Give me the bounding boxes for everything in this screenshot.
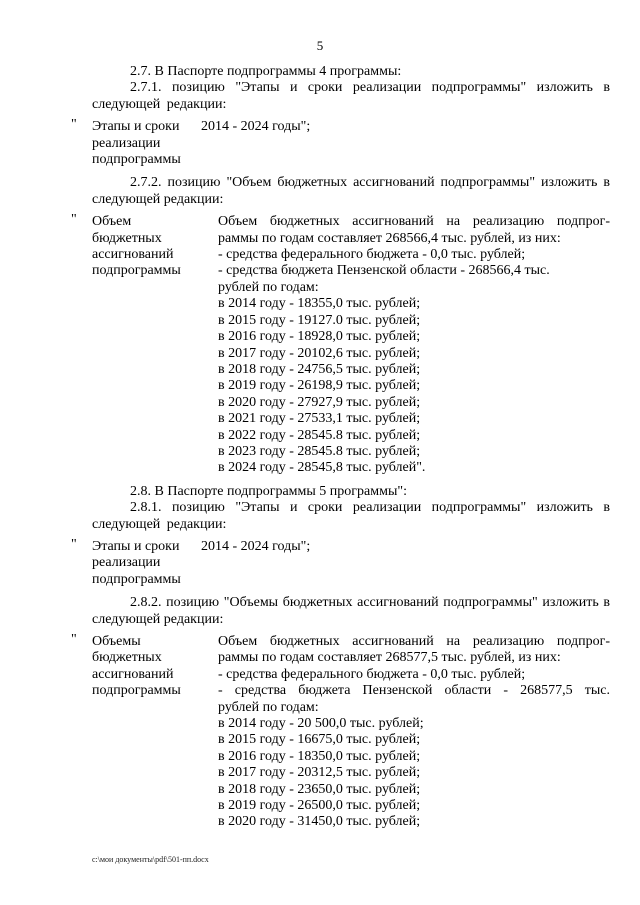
item-2-7-2: 2.7.2. позицию "Объем бюджетных ассигнований подпрограммы" изложить в следующей редакции: <box>92 175 610 207</box>
label-line: подпрограммы <box>92 263 181 279</box>
value-line: 2014 - 2024 годы"; <box>201 119 311 135</box>
item-2-8-2: 2.8.2. позицию "Объемы бюджетных ассигнований подпрограммы" изложить в следующей редакции: <box>92 595 610 627</box>
value-line: раммы по годам составляет 268577,5 тыс. рублей, из них: <box>218 650 561 666</box>
opening-quote: " <box>71 212 77 228</box>
row-label <box>92 214 218 477</box>
label-line: бюджетных <box>92 230 162 246</box>
row-value <box>201 119 610 168</box>
label-line: ассигнований <box>92 666 174 682</box>
value-line: - средства федерального бюджета - 0,0 тыс. рублей; <box>218 666 526 682</box>
year-amount-line: в 2019 году - 26198,9 тыс. рублей; <box>218 378 421 394</box>
page-number: 5 <box>316 38 324 53</box>
label-line: подпрограммы <box>92 683 181 699</box>
year-amount-line: в 2021 году - 27533,1 тыс. рублей; <box>218 411 421 427</box>
value-line: раммы по годам составляет 268566,4 тыс. рублей, из них: <box>218 230 561 246</box>
year-amount-line: в 2015 году - 19127.0 тыс. рублей; <box>218 312 421 328</box>
value-line: Объем бюджетных ассигнований на реализацию подпрог- <box>218 634 610 649</box>
year-amount-line: в 2016 году - 18350,0 тыс. рублей; <box>218 748 421 764</box>
value-line: - средства бюджета Пензенской области - 268577,5 тыс. <box>218 683 610 699</box>
value-line: - средства бюджета Пензенской области - 268566,4 тыс. <box>218 263 550 279</box>
year-amount-line: в 2015 году - 16675,0 тыс. рублей; <box>218 732 421 748</box>
opening-quote: " <box>71 117 77 133</box>
row-value <box>201 539 610 588</box>
value-line: рублей по годам: <box>218 279 319 295</box>
row-label <box>92 119 201 168</box>
year-amount-line: в 2023 году - 28545.8 тыс. рублей; <box>218 443 421 459</box>
opening-quote: " <box>71 632 77 647</box>
section-2-7-heading: 2.7. В Паспорте подпрограммы 4 программы: <box>130 64 402 79</box>
label-line: подпрограммы <box>92 571 181 587</box>
year-amount-line: в 2016 году - 18928,0 тыс. рублей; <box>218 329 421 345</box>
value-line: рублей по годам: <box>218 699 319 715</box>
value-line: - средства федерального бюджета - 0,0 тыс. рублей; <box>218 247 526 263</box>
opening-quote: " <box>71 536 77 552</box>
passport-row-stages-5 <box>71 536 610 588</box>
item-2-8-1: 2.8.1. позицию "Этапы и сроки реализации подпрограммы" изложить в следующей редакции: <box>92 500 610 532</box>
label-line: подпрограммы <box>92 152 181 168</box>
label-line: ассигнований <box>92 247 174 263</box>
value-line: Объем бюджетных ассигнований на реализацию подпрог- <box>218 214 610 230</box>
year-amount-line: в 2024 году - 28545,8 тыс. рублей". <box>218 460 426 476</box>
year-amount-line: в 2014 году - 20 500,0 тыс. рублей; <box>218 716 424 732</box>
row-value <box>218 214 610 477</box>
label-line: реализации <box>92 135 161 151</box>
label-line: Объем <box>92 214 132 230</box>
year-amount-line: в 2022 году - 28545.8 тыс. рублей; <box>218 427 421 443</box>
row-label <box>92 634 218 831</box>
year-amount-line: в 2020 году - 31450,0 тыс. рублей; <box>218 814 421 830</box>
year-amount-line: в 2020 году - 27927,9 тыс. рублей; <box>218 394 421 410</box>
label-line: Этапы и сроки <box>92 119 180 135</box>
passport-row-stages-4 <box>71 117 610 168</box>
row-value <box>218 634 610 831</box>
document-body <box>71 64 610 831</box>
year-amount-line: в 2017 году - 20312,5 тыс. рублей; <box>218 765 421 781</box>
passport-row-budget-5 <box>71 632 610 831</box>
year-amount-line: в 2019 году - 26500,0 тыс. рублей; <box>218 798 421 814</box>
item-2-7-1: 2.7.1. позицию "Этапы и сроки реализации подпрограммы" изложить в следующей редакции: <box>92 80 610 112</box>
label-line: Этапы и сроки <box>92 538 180 554</box>
label-line: бюджетных <box>92 650 162 666</box>
label-line: Объемы <box>92 634 141 649</box>
year-amount-line: в 2018 году - 23650,0 тыс. рублей; <box>218 781 421 797</box>
year-amount-line: в 2018 году - 24756,5 тыс. рублей; <box>218 361 421 377</box>
label-line: реализации <box>92 555 161 571</box>
passport-row-budget-4 <box>71 212 610 477</box>
year-amount-line: в 2014 году - 18355,0 тыс. рублей; <box>218 296 421 312</box>
row-label <box>92 539 201 588</box>
year-amount-line: в 2017 году - 20102,6 тыс. рублей; <box>218 345 421 361</box>
file-path-footer: c:\мои документы\pdf\501-пп.docx <box>92 855 209 864</box>
section-2-8-heading: 2.8. В Паспорте подпрограммы 5 программы": <box>130 483 407 499</box>
value-line: 2014 - 2024 годы"; <box>201 538 311 554</box>
